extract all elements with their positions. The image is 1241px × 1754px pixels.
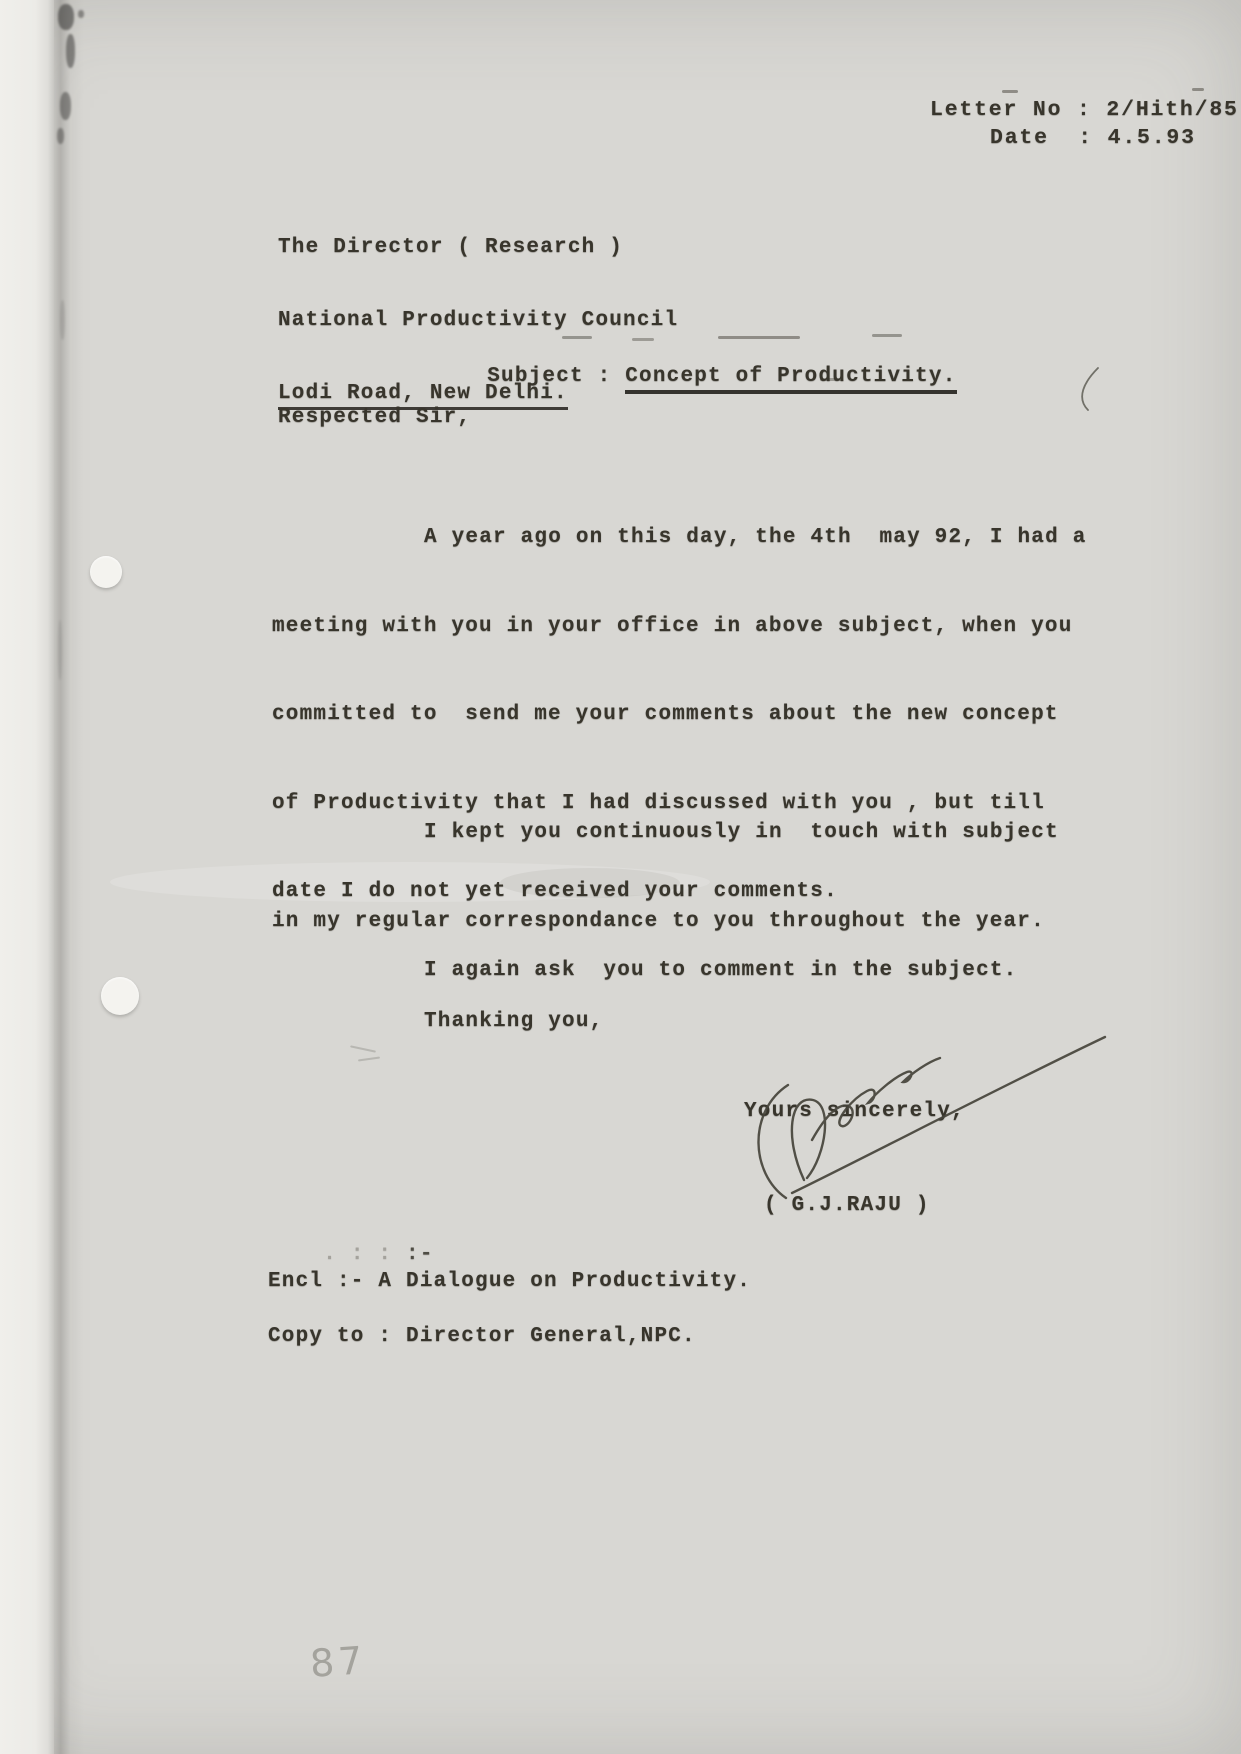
- subject-value: Concept of Productivity.: [625, 365, 956, 394]
- sincerely-line: Yours sincerely,: [744, 1100, 965, 1123]
- paragraph-1-line-3: committed to send me your comments about the new concept: [272, 703, 1059, 727]
- paragraph-3-line-1: I again ask you to comment in the subject.: [424, 959, 1018, 982]
- paragraph-2-line-2: in my regular correspondance to you throughout the year.: [272, 909, 1045, 933]
- faint-note-suffix: :-: [392, 1243, 434, 1266]
- scan-left-margin: [0, 0, 54, 1754]
- salutation: Respected Sir,: [278, 406, 472, 429]
- scan-smudge: [78, 10, 84, 18]
- recipient-line-1: The Director ( Research ): [278, 236, 624, 259]
- paragraph-2-line-1: I kept you continuously in touch with subject: [424, 821, 1059, 844]
- stray-dash: [872, 334, 902, 337]
- scan-smudge: [60, 300, 65, 340]
- scan-smudge: [57, 128, 64, 144]
- paragraph-1-line-5: date I do not yet received your comments.: [272, 880, 838, 904]
- signatory-name: ( G.J.RAJU ): [764, 1194, 930, 1217]
- paragraph-1-line-1: A year ago on this day, the 4th may 92, I had a: [424, 526, 1087, 549]
- scan-smudge: [60, 92, 71, 120]
- recipient-line-2: National Productivity Council: [278, 309, 679, 332]
- copy-to-line: Copy to : Director General,NPC.: [268, 1325, 696, 1348]
- recipient-line-3: Lodi Road, New Delhi.: [278, 382, 568, 410]
- pen-mark: [1060, 360, 1120, 420]
- stray-dash: [1192, 88, 1204, 91]
- scan-smudge: [58, 4, 74, 30]
- thanking-line: Thanking you,: [424, 1010, 604, 1033]
- punch-hole: [90, 556, 122, 588]
- stray-dash: [1002, 90, 1018, 93]
- paragraph-1-line-4: of Productivity that I had discussed with you , but till: [272, 791, 1045, 815]
- paragraph-1-line-2: meeting with you in your office in above subject, when you: [272, 614, 1073, 638]
- subject-line: [432, 342, 957, 411]
- faint-note-prefix: . : :: [323, 1243, 393, 1266]
- scan-smudge: [58, 620, 62, 680]
- letter-number: Letter No : 2/Hith/85: [930, 98, 1239, 122]
- subject-label: Subject :: [487, 365, 626, 388]
- pencil-tick: [358, 1056, 380, 1061]
- enclosure-line: Encl :- A Dialogue on Productivity.: [268, 1270, 752, 1293]
- scan-smudge: [66, 34, 75, 68]
- scan-seam: [48, 0, 84, 1754]
- stray-dash: [718, 336, 800, 339]
- letter-date: Date : 4.5.93: [990, 126, 1196, 150]
- signature-scribble: [700, 1015, 1120, 1215]
- punch-hole: [101, 977, 139, 1015]
- pencil-page-number: 87: [308, 1638, 368, 1686]
